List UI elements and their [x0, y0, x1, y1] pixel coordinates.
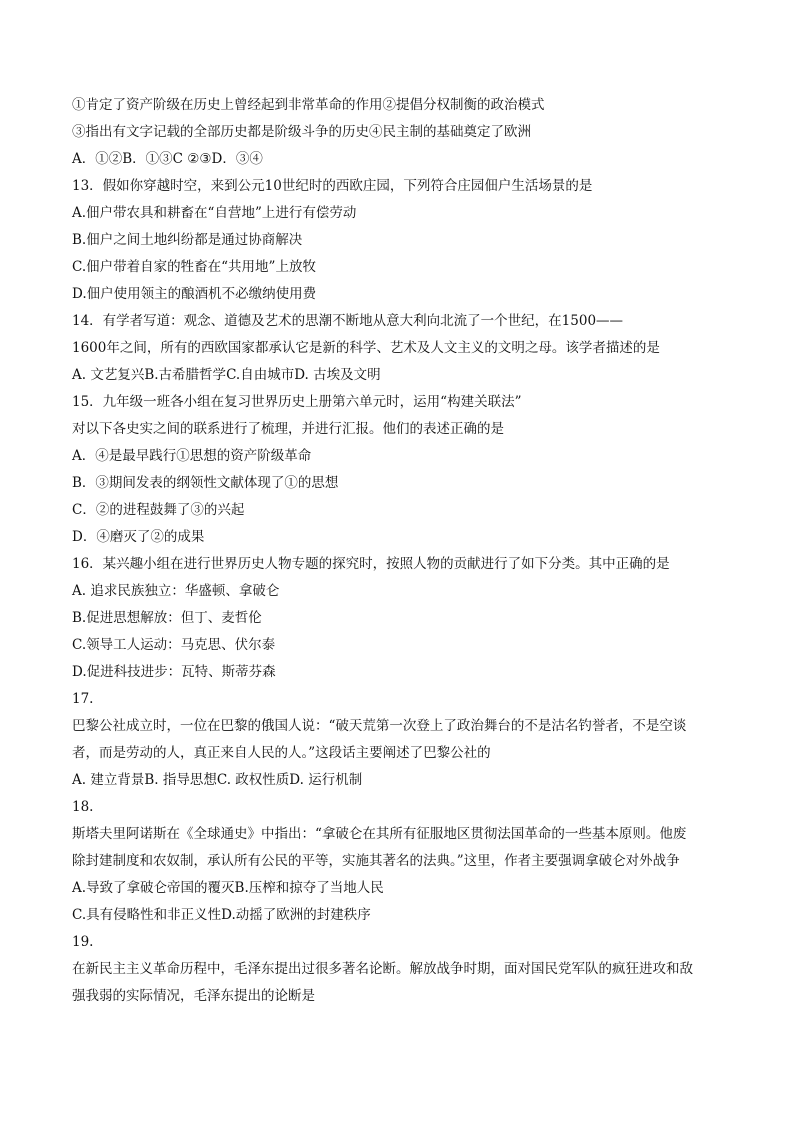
q15-option-a: A．④是最早践行①思想的资产阶级革命	[72, 448, 312, 464]
q17-option-b: B. 指导思想	[144, 772, 217, 788]
q12-options	[72, 146, 732, 173]
q16-option-a: A. 追求民族独立：华盛顿、拿破仑	[72, 583, 280, 599]
q13-option-b: B.佃户之间土地纠纷都是通过协商解决	[72, 232, 303, 248]
q14-options	[72, 362, 732, 389]
q17-stem-line-1: 巴黎公社成立时，一位在巴黎的俄国人说：“破天荒第一次登上了政治舞台的不是沽名钓誉者，不是空谈	[72, 718, 687, 734]
q13-option-c: C.佃户带着自家的牲畜在“共用地”上放牧	[72, 259, 316, 275]
q18-stem-line-1: 斯塔夫里阿诺斯在《全球通史》中指出：“拿破仑在其所有征服地区贯彻法国革命的一些基本原则。他废	[72, 826, 687, 842]
q17-stem-line-2: 者，而是劳动的人，真正来自人民的人。”这段话主要阐述了巴黎公社的	[72, 745, 491, 761]
q18-number: 18.	[72, 799, 94, 815]
q13-option-d: D.佃户使用领主的酿酒机不必缴纳使用费	[72, 286, 317, 302]
q12-option-a: A．①②	[72, 151, 123, 167]
q15-option-d: D．④磨灭了②的成果	[72, 529, 205, 545]
q18-options-row-2	[72, 902, 732, 929]
exam-page	[72, 92, 732, 1010]
q19-number: 19.	[72, 934, 94, 950]
q13-stem: 13．假如你穿越时空，来到公元10世纪时的西欧庄园，下列符合庄园佃户生活场景的是	[72, 178, 593, 194]
q14-option-a: A. 文艺复兴	[72, 367, 145, 383]
q18-options-row-1	[72, 875, 732, 902]
q18-option-b: B.压榨和掠夺了当地人民	[234, 880, 384, 896]
q17-number: 17.	[72, 691, 94, 707]
q15-option-c: C．②的进程鼓舞了③的兴起	[72, 502, 245, 518]
q14-option-d: D. 古埃及文明	[294, 367, 381, 383]
q12-option-b: B．①③	[122, 151, 173, 167]
q17-option-a: A. 建立背景	[72, 772, 145, 788]
q18-stem-line-2: 除封建制度和农奴制，承认所有公民的平等，实施其著名的法典。”这里，作者主要强调拿破仑对外战争	[72, 853, 680, 869]
q15-option-b: B．③期间发表的纲领性文献体现了①的思想	[72, 475, 339, 491]
q17-option-c: C. 政权性质	[216, 772, 290, 788]
q12-items-line-1: ①肯定了资产阶级在历史上曾经起到非常革命的作用②提倡分权制衡的政治模式	[72, 97, 545, 113]
q15-stem-line-1: 15．九年级一班各小组在复习世界历史上册第六单元时，运用“构建关联法”	[72, 394, 522, 410]
q16-stem: 16．某兴趣小组在进行世界历史人物专题的探究时，按照人物的贡献进行了如下分类。其中正确的是	[72, 556, 670, 572]
q12-items-line-2: ③指出有文字记载的全部历史都是阶级斗争的历史④民主制的基础奠定了欧洲	[72, 124, 531, 140]
q17-options	[72, 767, 732, 794]
q14-option-c: C.自由城市	[226, 367, 295, 383]
q18-option-c: C.具有侵略性和非正义性	[72, 907, 222, 923]
q19-stem-line-1: 在新民主主义革命历程中，毛泽东提出过很多著名论断。解放战争时期，面对国民党军队的疯狂进攻和敌	[72, 961, 693, 977]
q16-option-d: D.促进科技进步：瓦特、斯蒂芬森	[72, 664, 276, 680]
q17-option-d: D. 运行机制	[289, 772, 363, 788]
q16-option-b: B.促进思想解放：但丁、麦哲伦	[72, 610, 262, 626]
q14-stem-line-2: 1600年之间，所有的西欧国家都承认它是新的科学、艺术及人文主义的文明之母。该学者描述的是	[72, 340, 660, 356]
q12-option-d: D．③④	[211, 151, 263, 167]
q18-option-d: D.动摇了欧洲的封建秩序	[221, 907, 371, 923]
q12-option-c: C ②③	[172, 151, 212, 167]
q13-option-a: A.佃户带农具和耕畜在“自营地”上进行有偿劳动	[72, 205, 357, 221]
q18-option-a: A.导致了拿破仑帝国的覆灭	[72, 880, 235, 896]
q19-stem-line-2: 强我弱的实际情况，毛泽东提出的论断是	[72, 988, 315, 1004]
q14-stem-line-1: 14．有学者写道：观念、道德及艺术的思潮不断地从意大利向北流了一个世纪，在1500——	[72, 313, 624, 329]
q15-stem-line-2: 对以下各史实之间的联系进行了梳理，并进行汇报。他们的表述正确的是	[72, 421, 504, 437]
q16-option-c: C.领导工人运动：马克思、伏尔泰	[72, 637, 276, 653]
q14-option-b: B.古希腊哲学	[144, 367, 227, 383]
